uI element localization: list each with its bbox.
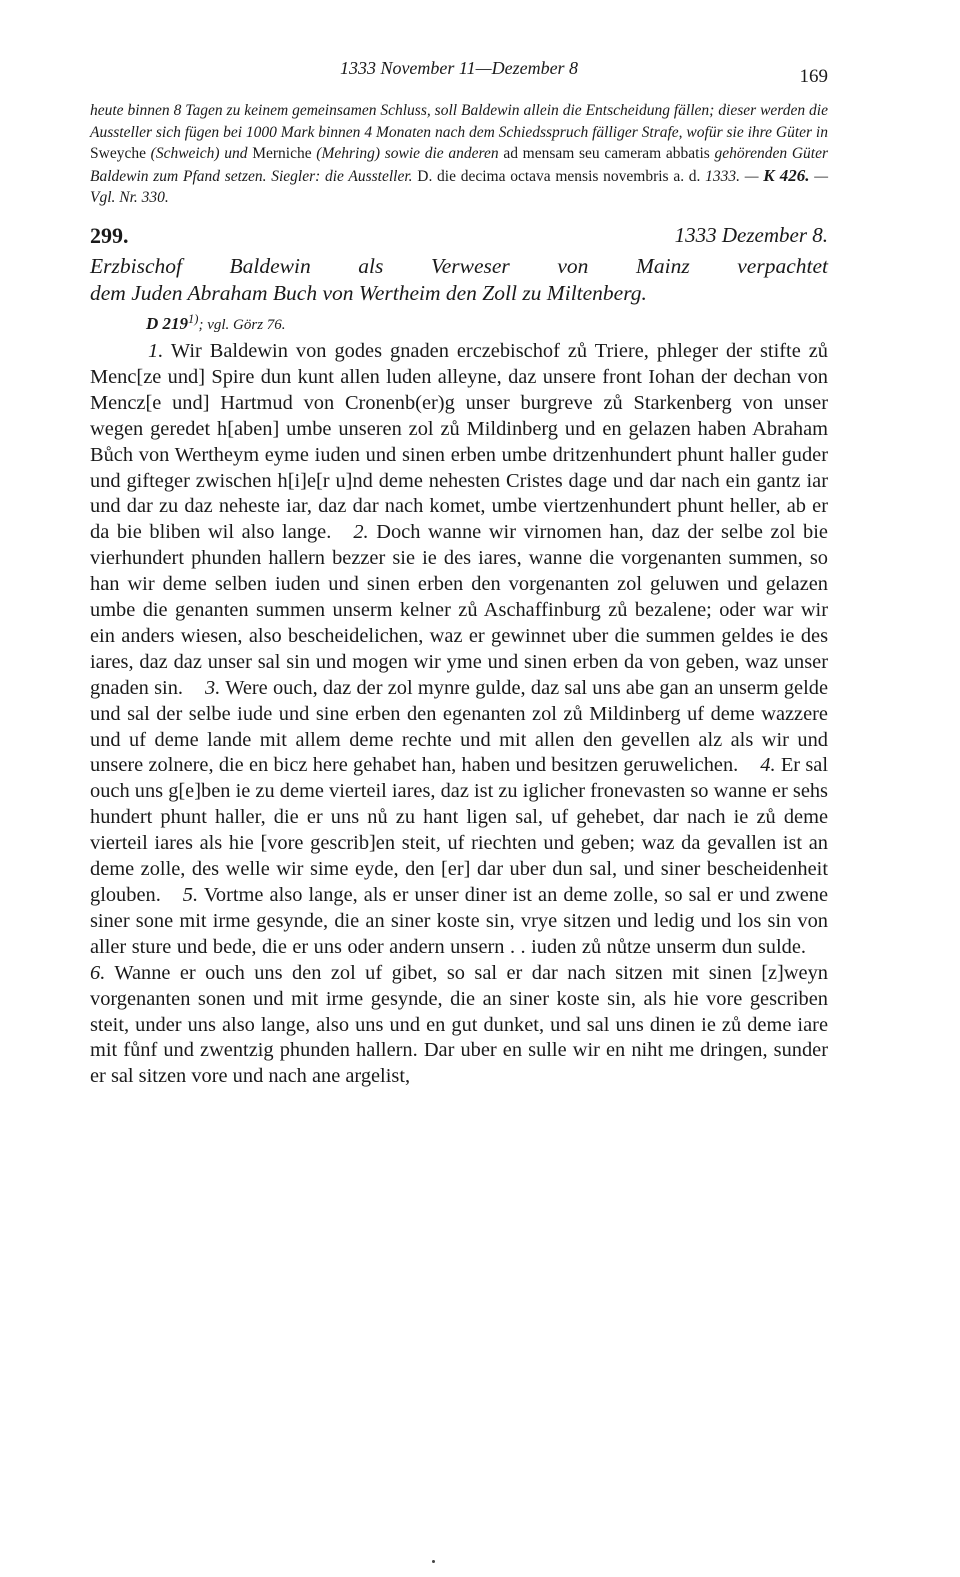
latin-quote: D. die decima octava mensis novembris a. d. (417, 167, 701, 185)
section-number: 3. (205, 676, 221, 699)
page-mark (432, 1560, 435, 1563)
regest-line: dem Juden Abraham Buch von Wertheim den Zoll zu Miltenberg. (90, 280, 647, 305)
section-text: Were ouch, daz der zol mynre gulde, daz sal uns abe gan an unserm gelde und sal der selbe iude und sine erben den egenanten zol zů Mildinberg uf deme wazzere und uf deme lande mit allem deme rechte und mit allen den gevellen alz als wir und unsere zolnere, die en bicz here gehabet han, haben und besitzen geruwelichen. (90, 676, 829, 777)
section-text: Wanne er ouch uns den zol uf gibet, so sal er dar nach sitzen mit sinen [z]weyn vorgenanten sonen und mit irme gesynde, die an siner koste sin, als hie vore gescriben steit, under uns also lange, also uns und en gut dunket, und sal uns dinen ie zů deme iare mit fůnf und zwentzig phunden hallern. Dar uber en sulle wir en niht me dringen, sunder er sal sitzen vore und nach ane argelist, (90, 961, 828, 1088)
page-number: 169 (799, 66, 828, 87)
regest-line: Erzbischof Baldewin als Verweser von Mainz verpachtet (90, 253, 828, 278)
running-head-title: 1333 November 11—Dezember 8 (339, 58, 579, 78)
preamble-text: heute binnen 8 Tagen zu keinem gemeinsamen Schluss, soll Baldewin allein die Entscheidung fällen; dieser werden die Aussteller sich fügen bei 1000 Mark binnen 4 Monaten nach dem Schiedsspruch fälliger Strafe, wofür sie ihre Güter in (90, 102, 828, 141)
section-text: Doch wanne wir virnomen han, daz der selbe zol bie vierhundert phunden hallern bezzer sie ie des iares, wanne die vorgenanten summen, so han wir deme selben iuden und sinen erben den vorgenanten zol geluwen und gelazen umbe die genanten summen unserm kelner zů Aschaffinburg zů bezalene; oder war wir ein anders wiesen, also bescheidelichen, waz er gewinnet uber die summen geldes ie des iares, daz daz unser sal sin und mogen wir yme und sinen erben da von geben, waz unser gnaden sin. (90, 521, 828, 699)
preamble-text: (Mehring) sowie die anderen (311, 145, 504, 163)
entry-number: 299. (90, 222, 129, 248)
preamble-text: 1333. — (700, 167, 764, 185)
place-name: Merniche (252, 145, 312, 163)
source-siglum: D 219 (146, 313, 189, 333)
preamble-paragraph (90, 100, 828, 209)
source-reference (90, 309, 828, 335)
entry-heading (90, 223, 828, 253)
running-head (90, 58, 828, 90)
section-number: 5. (182, 884, 199, 906)
section-number: 2. (353, 521, 369, 544)
entry-date: 1333 Dezember 8. (674, 222, 828, 247)
source-text: ; vgl. Görz 76. (198, 316, 286, 333)
preamble-text: (Schweich) und (145, 145, 253, 163)
footnote-marker: 1) (188, 311, 199, 326)
source-siglum: K 426. (763, 165, 810, 185)
place-name: Sweyche (90, 145, 146, 163)
section-text: Vortme also lange, als er unser diner ist an deme zolle, so sal er und zwene siner sone mit irme gesynde, die an siner koste sin, vrye sitzen und ledig und los sin von aller sture und bede, die er uns oder andern unsern . . iuden zů nůtze unserm dun sulde. (90, 884, 828, 958)
charter-text (90, 339, 828, 1090)
document-page (90, 58, 828, 1090)
section-text: Er sal ouch uns g[e]ben ie zu deme vierteil iares, daz ist zu iglicher fronevasten so wanne er sehs hundert phunt haller, die er uns nů zu hant ligen sal, uf gehebet, dar nach ie zů deme vierteil iares als hie [vore gescrib]en steit, uf riechten und geben; waz da gevallen ist an deme zolle, des welle wir sime eyde, den [er] dar uber dun sal, und siner bescheidenheit glouben. (90, 754, 828, 906)
section-number: 1. (148, 339, 164, 362)
section-number: 4. (760, 754, 776, 777)
latin-quote: ad mensam seu cameram abbatis (503, 145, 710, 163)
preamble-text: — Vgl. Nr. 330. (90, 167, 828, 207)
charter-paragraph (90, 339, 828, 1090)
section-text: Wir Baldewin von godes gnaden erczebischof zů Triere, phleger der stifte zů Menc[ze und] Spire dun kunt allen luden alleyne, daz unsere front Iohan der dechan von Mencz[e und] Hartmud von Cronenb(er)g unser burgreve zů Starkenberg von unser wegen geredet h[aben] umbe unseren zol zů Mildinberg und en gelazen haben Abraham Bůch von Wertheym eyme iuden und sinen erben umbe dritzenhundert phunt haller guder und gifteger zwischen h[i]e[r u]nd deme nehesten Cristes dage und dar nach ein gantz iar und dar zu daz neheste iar, daz dar nach komet, umbe viertzenhundert phunt heller, ab er da bie bliben wil also lange. (90, 339, 828, 544)
section-number: 6. (90, 961, 106, 984)
preamble-text: gehörenden Güter Baldewin zum Pfand setzen. Siegler: die Aussteller. (90, 145, 828, 185)
